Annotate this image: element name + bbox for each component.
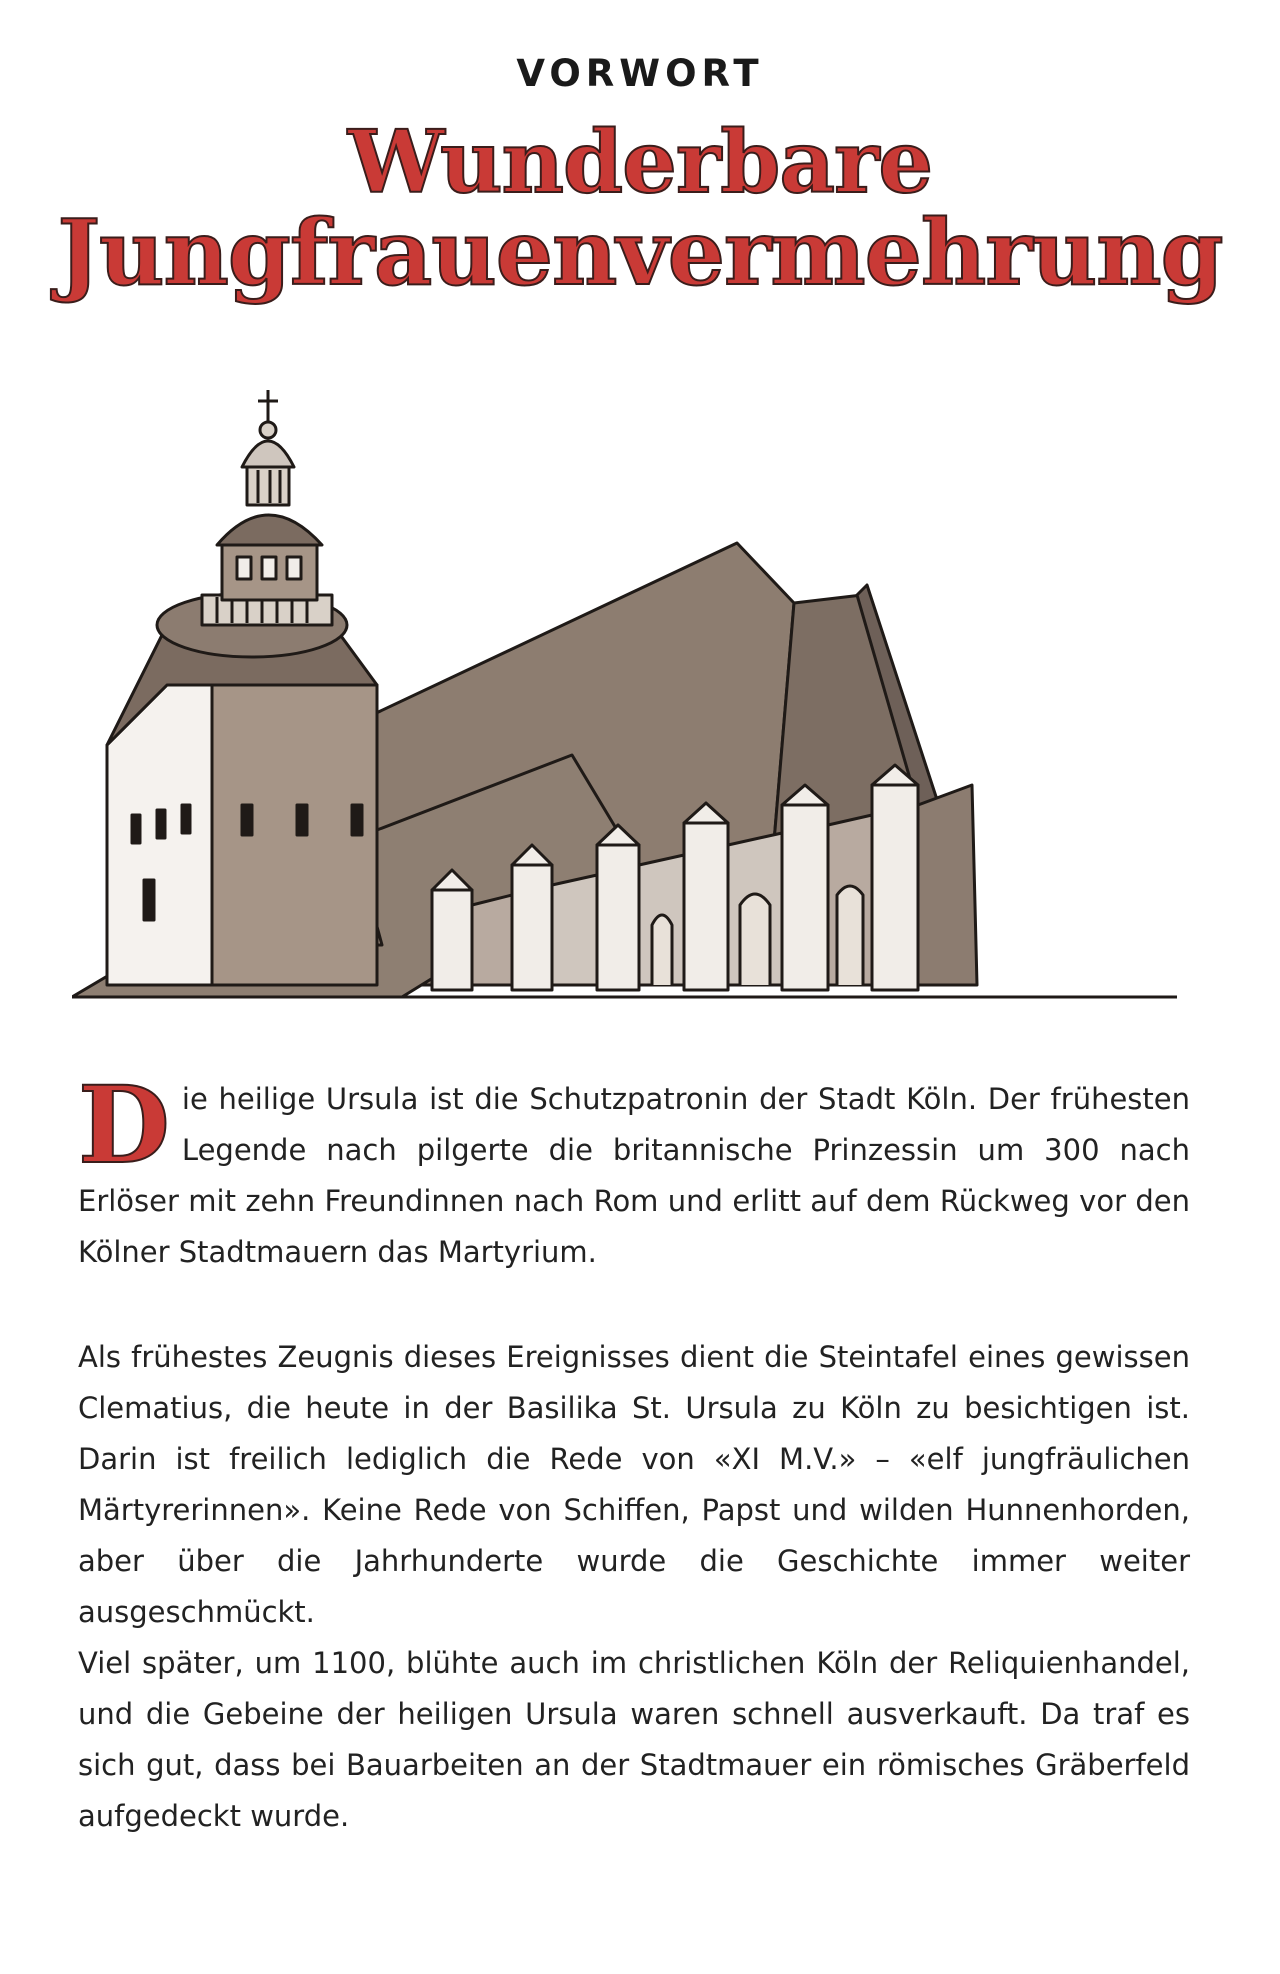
- chapter-title-line-2: Jungfrauenvermehrung: [57, 200, 1223, 306]
- paragraph-1: [78, 1062, 1190, 1278]
- chapter-title-line-1: Wunderbare: [347, 112, 933, 213]
- drop-cap: D: [78, 1062, 170, 1187]
- paragraph-2: Als frühestes Zeugnis dieses Ereignisses dient die Steintafel eines gewissen Clematius, die heute in der Basilika St. Ursula zu Köln zu besichtigen ist. Darin ist freilich lediglich die Rede von «XI M.V.» – «elf jungfräulichen Märtyrerinnen». Keine Rede von Schiffen, Papst und wilden Hunnenhorden, aber über die Jahrhunderte wurde die Geschichte immer weiter ausgeschmückt.: [78, 1340, 1190, 1629]
- paragraph-3: Viel später, um 1100, blühte auch im christlichen Köln der Reliquienhandel, und die Gebeine der heiligen Ursula waren schnell ausverkauft. Da traf es sich gut, dass bei Bauarbeiten an der Stadtmauer ein römisches Gräberfeld aufgedeckt wurde.: [78, 1646, 1190, 1833]
- paragraph-1-text: ie heilige Ursula ist die Schutzpatronin der Stadt Köln. Der frühesten Legende nach pilgerte die britannische Prinzessin um 300 nach Erlöser mit zehn Freundinnen nach Rom und erlitt auf dem Rückweg vor den Kölner Stadtmauern das Martyrium.: [78, 1082, 1190, 1269]
- church-illustration: [72, 385, 1184, 1005]
- section-kicker: VORWORT: [516, 52, 764, 95]
